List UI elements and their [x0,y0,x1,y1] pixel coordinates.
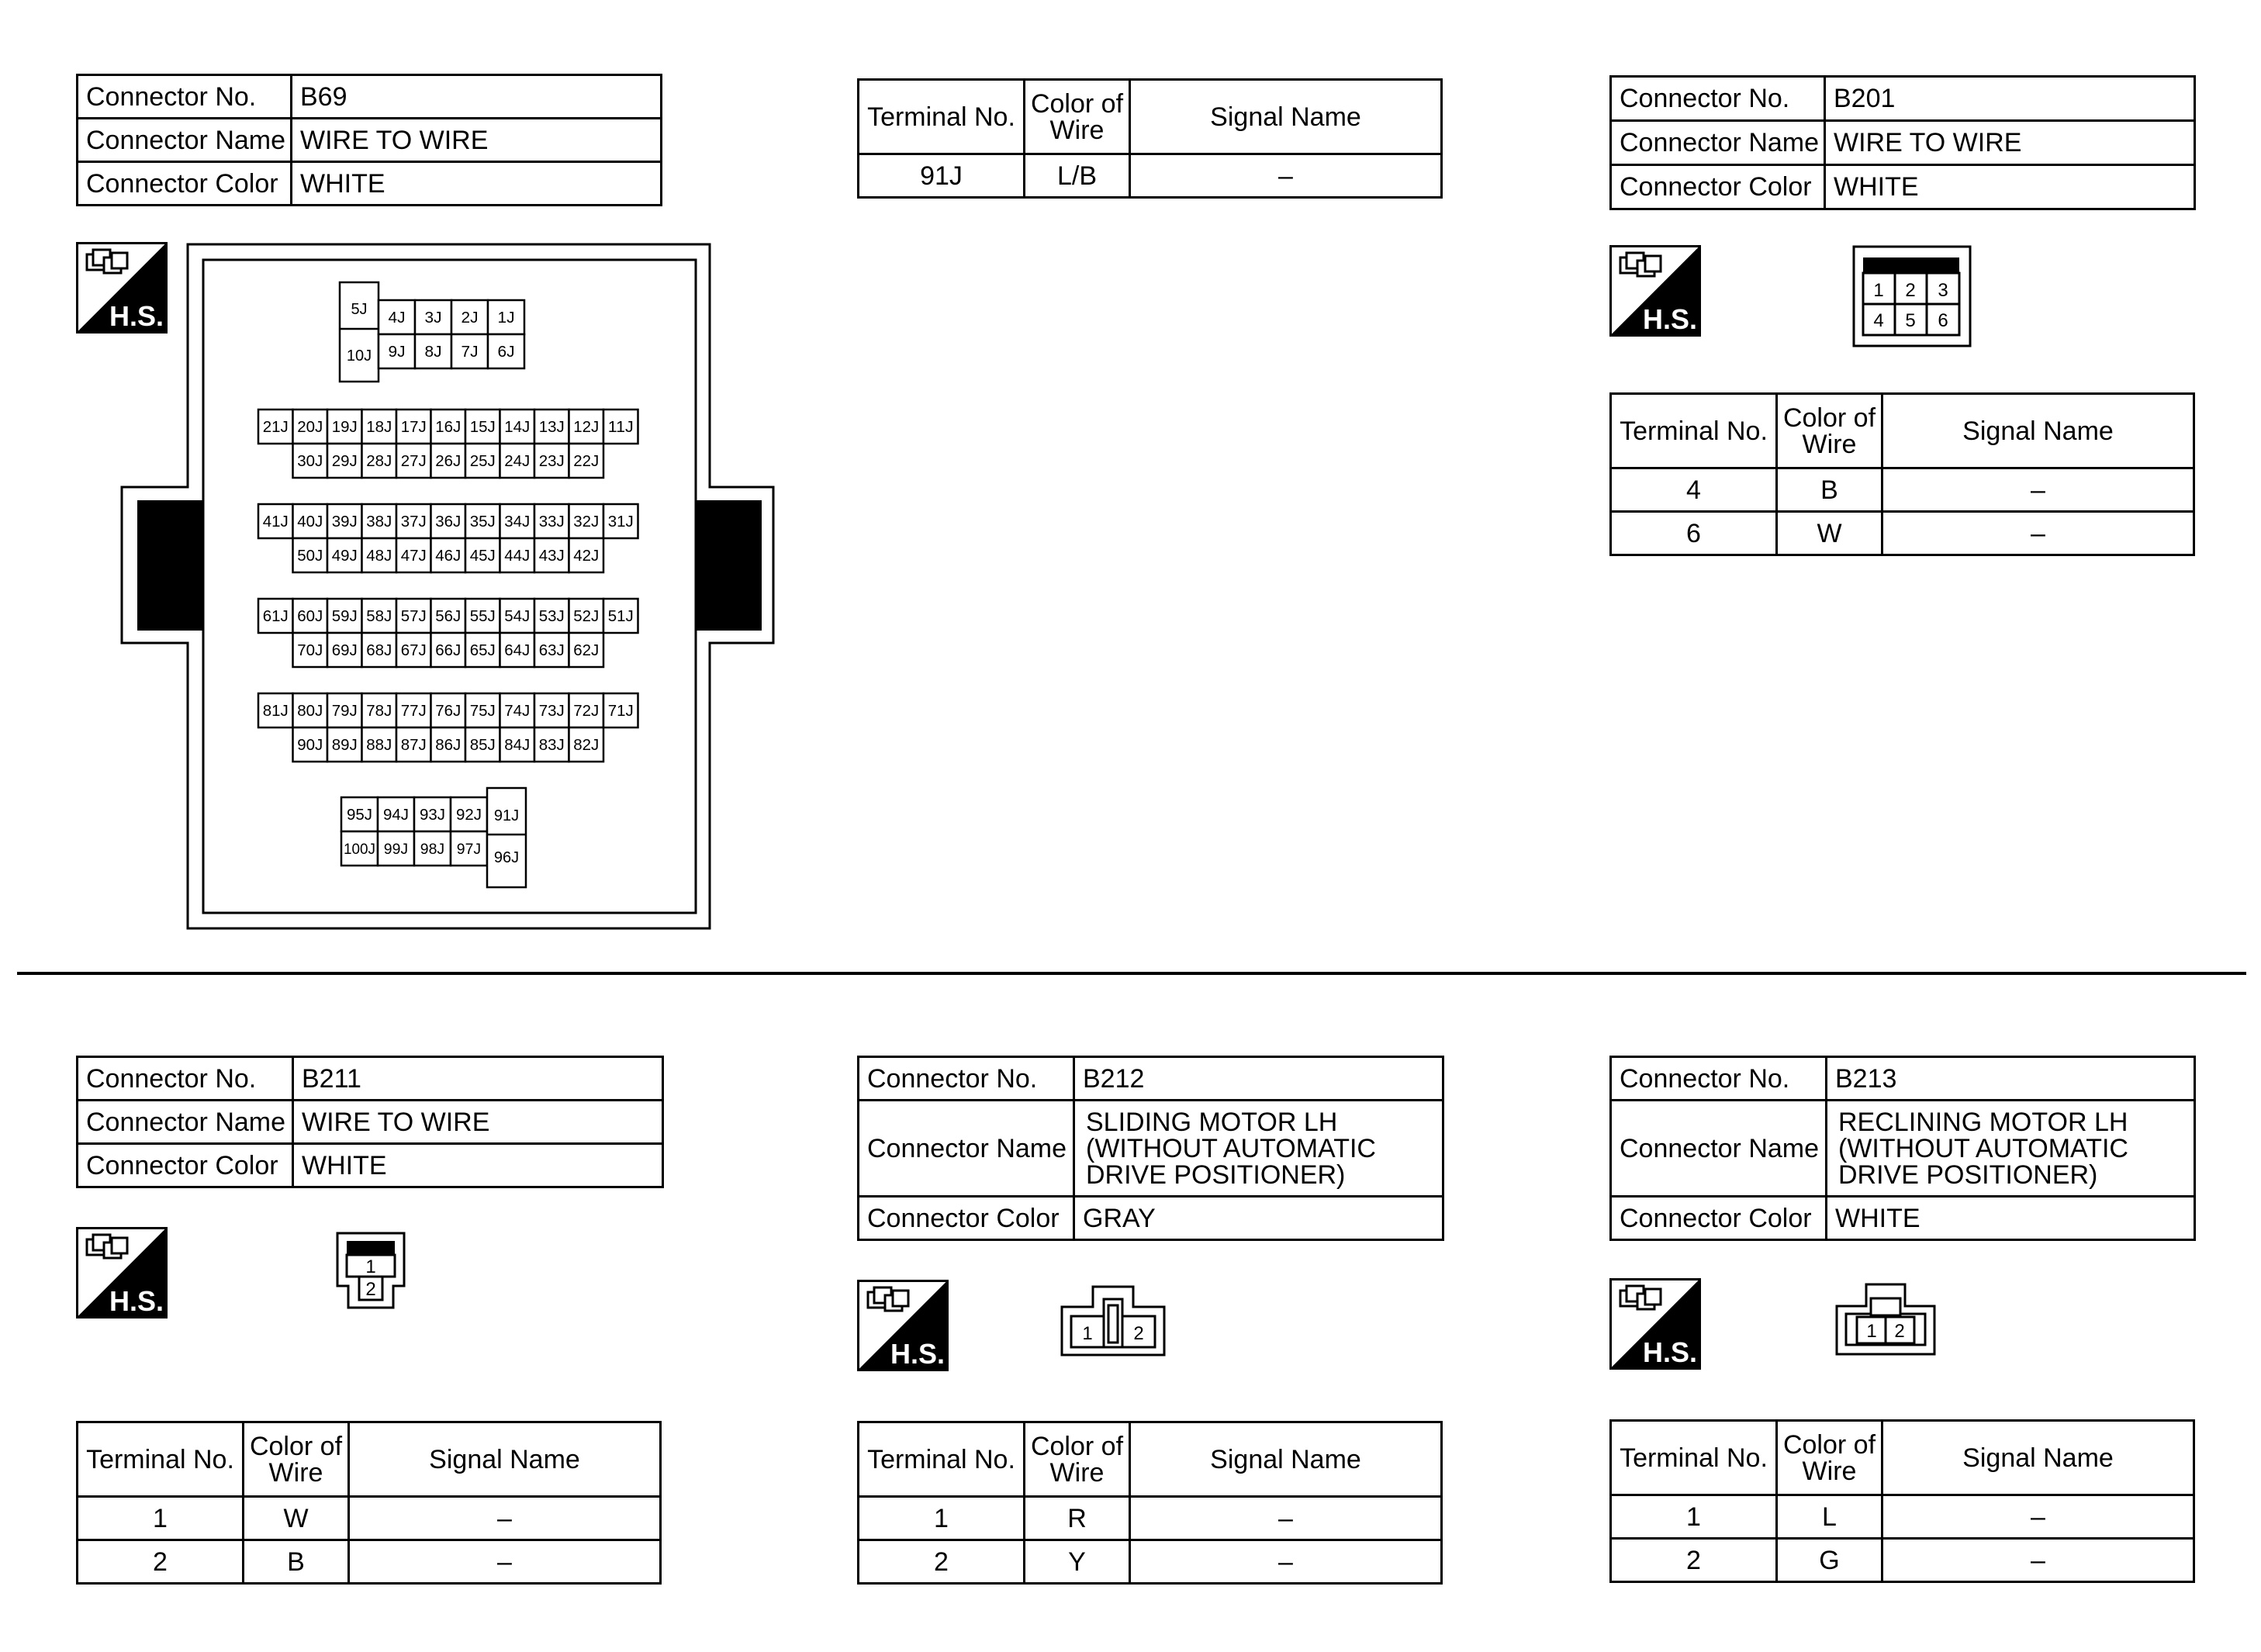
pin-label: 46J [435,548,462,565]
b212-connector-face [1060,1284,1166,1358]
pin-label: 1J [497,309,515,327]
pin-label: 95J [347,807,372,824]
table-row [1611,1495,2194,1539]
pin-label: 70J [297,642,323,660]
pin-label: 50J [297,548,323,565]
harness-side-icon [857,1280,949,1371]
signal-name: – [349,1497,661,1540]
signal-name: – [1130,154,1442,198]
pin-label: 99J [383,841,409,858]
connector-no-label: Connector No. [78,75,292,119]
pin-label: 29J [331,453,358,471]
terminal-no: 1 [1611,1495,1777,1539]
signal-name-header: Signal Name [349,1422,661,1497]
pin-label: 32J [573,513,600,531]
terminal-no: 2 [78,1540,244,1584]
pin-label: 13J [538,419,565,437]
pin-label: 37J [400,513,427,531]
pin-label: 68J [366,642,392,660]
table-row [78,1497,661,1540]
pin-label: 2 [1894,1321,1905,1342]
pin-label: 89J [331,737,358,755]
pin-label: 61J [262,608,289,626]
signal-name: – [1882,512,2194,555]
table-row [859,154,1442,198]
connector-color-label: Connector Color [78,162,292,206]
harness-side-icon [76,1227,168,1318]
connector-name-label: Connector Name [78,1101,293,1144]
b212-connector-info-table [857,1056,1444,1241]
pin-label: 69J [331,642,358,660]
pin-label: 62J [573,642,600,660]
pin-label: 84J [504,737,531,755]
signal-name-header: Signal Name [1130,80,1442,154]
b201-connector-no: B201 [1825,77,2195,121]
pin-label: 34J [504,513,531,531]
color-of-wire-header: Color of Wire [1777,394,1882,468]
b69-connector-color: WHITE [292,162,662,206]
pin-label: 36J [435,513,462,531]
pin-label: 97J [456,841,482,858]
pin-label: 67J [400,642,427,660]
connector-name-label: Connector Name [78,119,292,162]
pin-label: 2J [461,309,479,327]
table-row [78,1540,661,1584]
hs-label: H.S. [109,1285,164,1317]
terminal-no-header: Terminal No. [859,80,1025,154]
b69-connector-name: WIRE TO WIRE [292,119,662,162]
b211-terminal-table [76,1421,662,1585]
pin-label: 33J [538,513,565,531]
terminal-no: 4 [1611,468,1777,512]
pin-label: 2 [1133,1323,1144,1344]
pin-label: 87J [400,737,427,755]
pin-label: 19J [331,419,358,437]
pin-label: 47J [400,548,427,565]
pin-label: 1 [1873,280,1884,301]
b213-terminal-table [1609,1419,2195,1583]
pin-label: 80J [297,703,323,721]
wire-color: R [1025,1497,1130,1540]
connector-no-label: Connector No. [859,1057,1074,1101]
b201-connector-face [1852,245,1972,347]
pin-label: 15J [469,419,496,437]
pin-label: 24J [504,453,531,471]
signal-name: – [1882,1539,2194,1582]
pin-label: 88J [366,737,392,755]
signal-name: – [1130,1540,1442,1584]
b213-connector-color: WHITE [1827,1197,2195,1240]
pin-label: 79J [331,703,358,721]
pin-label: 92J [456,807,482,824]
section-divider [17,972,2246,975]
pin-label: 1 [1866,1321,1877,1342]
table-row [1611,468,2194,512]
b69-connector-face [116,242,780,932]
pin-label: 30J [297,453,323,471]
pin-label: 65J [469,642,496,660]
pin-label: 39J [331,513,358,531]
pin-label: 31J [607,513,634,531]
pin-label: 64J [504,642,531,660]
terminal-no-header: Terminal No. [859,1422,1025,1497]
pin-label: 58J [366,608,392,626]
pin-label: 26J [435,453,462,471]
pin-label: 44J [504,548,531,565]
pin-label: 71J [607,703,634,721]
connector-name-label: Connector Name [859,1101,1074,1197]
b69-connector-info-table [76,74,662,206]
pin-label: 16J [435,419,462,437]
pin-label: 5 [1905,310,1916,331]
b201-connector-name: WIRE TO WIRE [1825,121,2195,165]
signal-name-header: Signal Name [1130,1422,1442,1497]
pin-label: 8J [424,344,442,361]
pin-label: 94J [383,807,409,824]
pin-label: 43J [538,548,565,565]
signal-name: – [1882,1495,2194,1539]
pin-label: 10J [346,347,372,365]
pin-label: 96J [493,849,520,866]
hs-label: H.S. [890,1338,946,1370]
terminal-no-header: Terminal No. [78,1422,244,1497]
pin-label: 53J [538,608,565,626]
terminal-no: 1 [78,1497,244,1540]
hs-label: H.S. [1642,1336,1698,1368]
pin-label: 98J [420,841,445,858]
harness-side-icon [1609,1278,1701,1370]
pin-label: 93J [420,807,445,824]
wire-color: L [1777,1495,1882,1539]
terminal-no: 1 [859,1497,1025,1540]
pin-label: 82J [573,737,600,755]
pin-label: 22J [573,453,600,471]
b201-connector-color: WHITE [1825,165,2195,209]
pin-label: 40J [297,513,323,531]
pin-label: 60J [297,608,323,626]
table-row [1611,512,2194,555]
wire-color: W [244,1497,349,1540]
b213-connector-face [1835,1281,1936,1357]
pin-label: 55J [469,608,496,626]
pin-label: 1 [1082,1323,1093,1344]
pin-label: 23J [538,453,565,471]
pin-label: 48J [366,548,392,565]
pin-cell [487,788,526,887]
pin-label: 90J [297,737,323,755]
pin-label: 83J [538,737,565,755]
connector-color-label: Connector Color [1611,165,1825,209]
table-row [1611,1539,2194,1582]
pin-label: 20J [297,419,323,437]
pin-label: 7J [461,344,479,361]
pin-cell [340,282,379,382]
pin-label: 77J [400,703,427,721]
pin-label: 38J [366,513,392,531]
wire-color: Y [1025,1540,1130,1584]
pin-label: 27J [400,453,427,471]
color-of-wire-header: Color of Wire [1025,80,1130,154]
connector-color-label: Connector Color [1611,1197,1827,1240]
pin-label: 74J [504,703,531,721]
color-of-wire-header: Color of Wire [1025,1422,1130,1497]
pin-label: 12J [573,419,600,437]
b201-connector-info-table [1609,75,2196,210]
pin-label: 2 [1905,280,1916,301]
pin-label: 14J [504,419,531,437]
signal-name: – [349,1540,661,1584]
wire-color: L/B [1025,154,1130,198]
b213-connector-info-table [1609,1056,2196,1241]
b211-connector-color: WHITE [293,1144,663,1187]
b211-connector-no: B211 [293,1057,663,1101]
pin-label: 4J [388,309,406,327]
pin-label: 2 [365,1279,376,1300]
pin-label: 75J [469,703,496,721]
terminal-no: 6 [1611,512,1777,555]
terminal-no: 91J [859,154,1025,198]
pin-label: 42J [573,548,600,565]
pin-label: 57J [400,608,427,626]
connector-no-label: Connector No. [78,1057,293,1101]
b212-terminal-table [857,1421,1443,1585]
table-row [859,1497,1442,1540]
pin-label: 81J [262,703,289,721]
pin-label: 66J [435,642,462,660]
b213-connector-no: B213 [1827,1057,2195,1101]
pin-label: 72J [573,703,600,721]
b212-connector-color: GRAY [1074,1197,1443,1240]
signal-name: – [1130,1497,1442,1540]
b69-terminal-table [857,78,1443,199]
pin-label: 11J [607,419,634,437]
harness-side-icon [1609,245,1701,337]
b213-connector-name: RECLINING MOTOR LH (WITHOUT AUTOMATIC DRIVE POSITIONER) [1827,1101,2195,1197]
pin-label: 100J [344,841,375,858]
connector-no-label: Connector No. [1611,1057,1827,1101]
pin-label: 73J [538,703,565,721]
pin-label: 6J [497,344,515,361]
b211-connector-name: WIRE TO WIRE [293,1101,663,1144]
signal-name-header: Signal Name [1882,1421,2194,1495]
terminal-no: 2 [859,1540,1025,1584]
connector-name-label: Connector Name [1611,1101,1827,1197]
signal-name-header: Signal Name [1882,394,2194,468]
wire-color: B [1777,468,1882,512]
pin-label: 45J [469,548,496,565]
b211-connector-face [336,1232,406,1311]
terminal-no: 2 [1611,1539,1777,1582]
pin-label: 91J [493,807,520,824]
pin-label: 3J [424,309,442,327]
signal-name: – [1882,468,2194,512]
pin-label: 35J [469,513,496,531]
connector-color-label: Connector Color [78,1144,293,1187]
pin-label: 41J [262,513,289,531]
hs-label: H.S. [109,300,164,332]
pin-label: 17J [400,419,427,437]
pin-label: 18J [366,419,392,437]
pin-label: 76J [435,703,462,721]
pin-label: 63J [538,642,565,660]
hs-label: H.S. [1642,303,1698,335]
pin-label: 3 [1938,280,1948,301]
pin-label: 51J [607,608,634,626]
table-row [859,1540,1442,1584]
pin-label: 9J [388,344,406,361]
wire-color: G [1777,1539,1882,1582]
b211-connector-info-table [76,1056,664,1188]
connector-name-label: Connector Name [1611,121,1825,165]
pin-label: 49J [331,548,358,565]
pin-label: 56J [435,608,462,626]
pin-label: 21J [262,419,289,437]
terminal-no-header: Terminal No. [1611,394,1777,468]
pin-label: 86J [435,737,462,755]
b69-connector-no: B69 [292,75,662,119]
b201-terminal-table [1609,392,2195,556]
wire-color: B [244,1540,349,1584]
color-of-wire-header: Color of Wire [1777,1421,1882,1495]
pin-label: 54J [504,608,531,626]
pin-label: 52J [573,608,600,626]
b212-connector-no: B212 [1074,1057,1443,1101]
pin-label: 5J [351,301,368,318]
terminal-no-header: Terminal No. [1611,1421,1777,1495]
pin-label: 28J [366,453,392,471]
connector-color-label: Connector Color [859,1197,1074,1240]
pin-label: 78J [366,703,392,721]
pin-label: 59J [331,608,358,626]
pin-label: 25J [469,453,496,471]
pin-label: 85J [469,737,496,755]
pin-label: 1 [365,1256,376,1277]
wire-color: W [1777,512,1882,555]
b212-connector-name: SLIDING MOTOR LH (WITHOUT AUTOMATIC DRIVE POSITIONER) [1074,1101,1443,1197]
connector-no-label: Connector No. [1611,77,1825,121]
pin-label: 4 [1873,310,1884,331]
pin-label: 6 [1938,310,1948,331]
color-of-wire-header: Color of Wire [244,1422,349,1497]
